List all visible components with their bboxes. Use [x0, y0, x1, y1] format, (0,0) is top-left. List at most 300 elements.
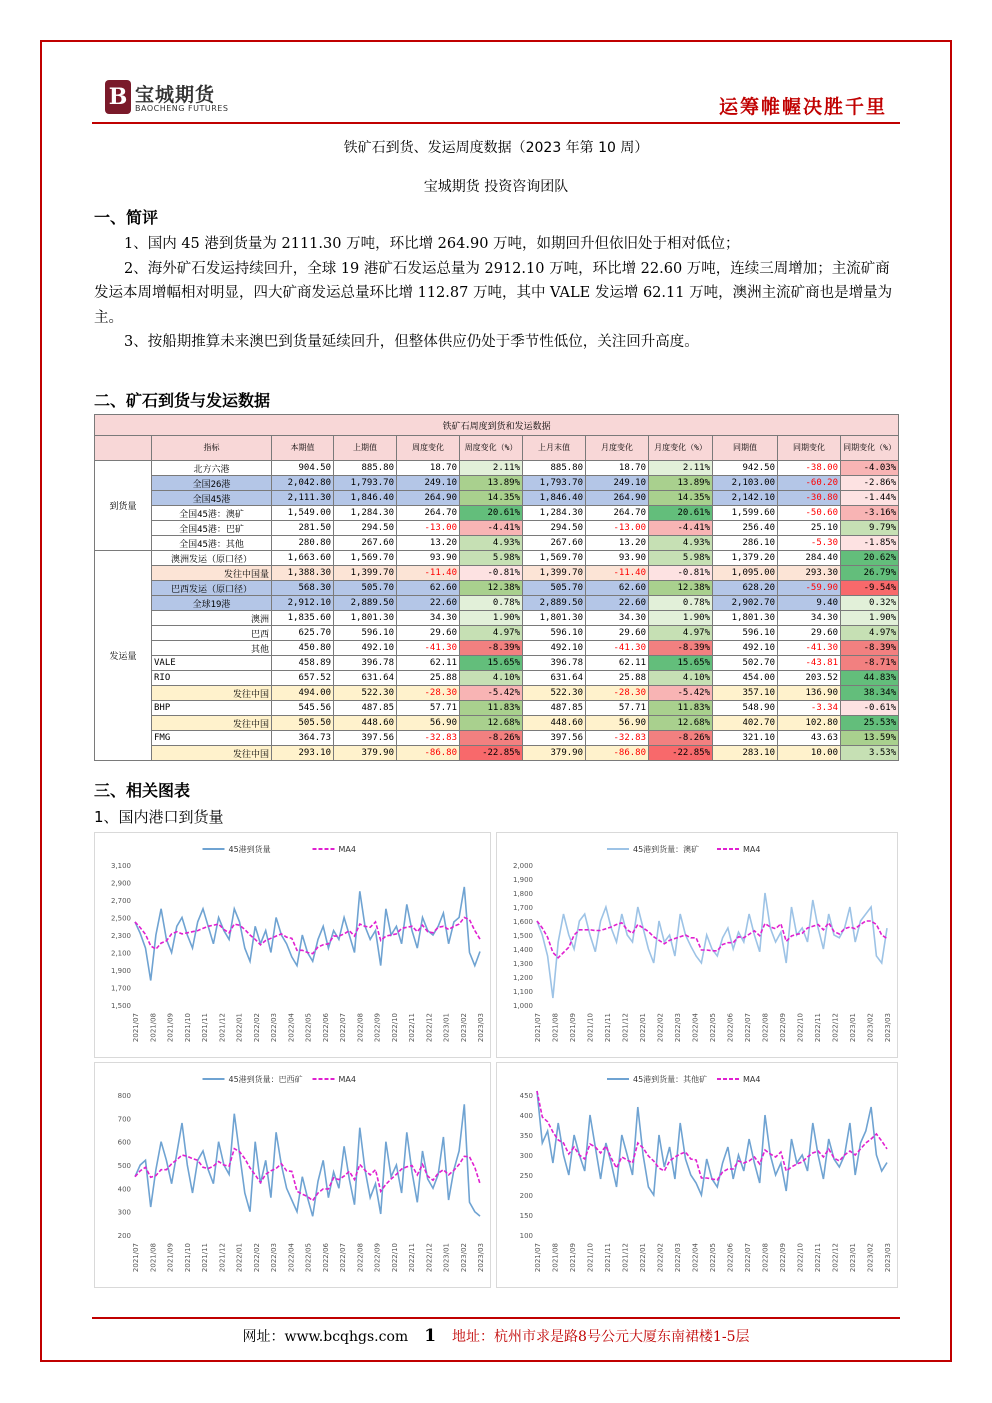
table-cell: -0.81% [460, 566, 523, 581]
table-cell: 628.20 [713, 581, 778, 596]
legend-label-ma4: MA4 [338, 1075, 356, 1084]
x-tick-label: 2021/07 [534, 1013, 542, 1043]
table-cell: -13.00 [397, 521, 460, 536]
x-tick-label: 2022/12 [425, 1013, 434, 1043]
table-cell: 293.30 [778, 566, 841, 581]
x-tick-label: 2022/11 [814, 1243, 822, 1273]
table-cell: 12.68% [460, 716, 523, 731]
table-cell: 1,399.70 [523, 566, 586, 581]
table-cell: -5.42% [460, 686, 523, 701]
y-tick-label: 2,500 [110, 914, 131, 923]
x-tick-label: 2022/12 [425, 1243, 434, 1273]
row-label: BHP [152, 701, 272, 716]
row-label: 北方六港 [152, 461, 272, 476]
x-tick-label: 2022/09 [779, 1243, 787, 1273]
table-cell: 34.30 [586, 611, 649, 626]
row-label: 澳洲 [152, 611, 272, 626]
x-tick-label: 2022/06 [726, 1013, 735, 1043]
x-tick-label: 2021/08 [551, 1013, 560, 1043]
x-tick-label: 2021/10 [586, 1243, 595, 1273]
table-cell: 4.10% [460, 671, 523, 686]
y-tick-label: 300 [117, 1208, 131, 1217]
table-cell: 596.10 [713, 626, 778, 641]
series-line-ma4 [537, 921, 887, 958]
table-cell: 448.60 [523, 716, 586, 731]
chart-svg-3 [95, 1063, 490, 1287]
chart-subtitle: 1、国内港口到货量 [94, 808, 224, 826]
x-tick-label: 2021/10 [183, 1013, 192, 1043]
footer-divider [92, 1317, 900, 1319]
y-tick-label: 1,700 [110, 984, 131, 993]
x-tick-label: 2021/08 [149, 1013, 158, 1043]
table-cell: 15.65% [649, 656, 713, 671]
table-header-cell: 月度变化 [586, 436, 649, 461]
table-cell: 38.34% [841, 686, 899, 701]
table-cell: 20.62% [841, 551, 899, 566]
paragraph-3: 3、按船期推算未来澳巴到货量延续回升，但整体供应仍处于季节性低位，关注回升高度。 [124, 334, 699, 350]
table-cell: 487.85 [523, 701, 586, 716]
table-cell: -43.81 [778, 656, 841, 671]
table-cell: 492.10 [713, 641, 778, 656]
table-cell: -3.16% [841, 506, 899, 521]
table-cell: 294.50 [334, 521, 397, 536]
table-cell: 1,793.70 [334, 476, 397, 491]
y-tick-label: 450 [519, 1092, 533, 1100]
table-cell: 1,599.60 [713, 506, 778, 521]
table-cell: 379.90 [523, 746, 586, 761]
table-cell: 321.10 [713, 731, 778, 746]
x-tick-label: 2021/09 [569, 1013, 577, 1043]
table-row [95, 656, 899, 671]
table-cell: -11.40 [397, 566, 460, 581]
x-tick-label: 2022/04 [691, 1243, 700, 1273]
x-tick-label: 2022/11 [408, 1243, 416, 1273]
table-cell: -22.85% [649, 746, 713, 761]
legend-label-main: 45港到货量：其他矿 [633, 1075, 708, 1084]
table-cell: 1.90% [841, 611, 899, 626]
x-tick-label: 2022/07 [339, 1013, 347, 1043]
logo-mark-icon: B [105, 80, 131, 114]
table-cell: 596.10 [523, 626, 586, 641]
table-row [95, 686, 899, 701]
table-header-blank [95, 436, 152, 461]
y-tick-label: 1,700 [512, 904, 533, 912]
table-cell: 357.10 [713, 686, 778, 701]
x-tick-label: 2022/04 [287, 1243, 296, 1273]
y-tick-label: 350 [519, 1132, 533, 1140]
table-row [95, 491, 899, 506]
series-line-main [135, 1104, 480, 1216]
table-cell: 625.70 [272, 626, 334, 641]
table-cell: 1,549.00 [272, 506, 334, 521]
legend-label-ma4: MA4 [743, 1075, 761, 1084]
table-cell: 283.10 [713, 746, 778, 761]
x-tick-label: 2021/11 [201, 1243, 209, 1273]
table-cell: 11.83% [460, 701, 523, 716]
chart-45-ports-brazil [94, 1062, 491, 1288]
table-cell: 280.80 [272, 536, 334, 551]
x-tick-label: 2021/08 [551, 1243, 560, 1273]
y-tick-label: 150 [519, 1212, 533, 1220]
table-cell: 57.71 [586, 701, 649, 716]
paragraph-1: 1、国内 45 港到货量为 2111.30 万吨，环比增 264.90 万吨，如期回升但依旧处于相对低位； [124, 236, 740, 252]
x-tick-label: 2022/07 [744, 1013, 752, 1043]
table-cell: 0.78% [460, 596, 523, 611]
row-label: 发往中国 [152, 686, 272, 701]
data-table [94, 414, 899, 761]
table-cell: -4.41% [649, 521, 713, 536]
x-tick-label: 2022/12 [831, 1013, 840, 1043]
footer-website[interactable]: 网址：www.bcqhgs.com [242, 1329, 409, 1345]
x-tick-label: 2023/02 [459, 1013, 468, 1043]
table-cell: 4.10% [649, 671, 713, 686]
table-cell: 657.52 [272, 671, 334, 686]
table-cell: -8.26% [649, 731, 713, 746]
row-label: FMG [152, 731, 272, 746]
table-cell: 397.56 [334, 731, 397, 746]
table-cell: 13.20 [397, 536, 460, 551]
x-tick-label: 2022/08 [356, 1243, 365, 1273]
table-row [95, 566, 899, 581]
x-tick-label: 2022/04 [287, 1013, 296, 1043]
table-cell: 2,103.00 [713, 476, 778, 491]
table-cell: 62.60 [397, 581, 460, 596]
table-cell: 136.90 [778, 686, 841, 701]
x-tick-label: 2023/03 [477, 1013, 485, 1043]
y-tick-label: 3,100 [110, 862, 131, 870]
x-tick-label: 2021/07 [132, 1243, 140, 1273]
row-label: 全国45港：澳矿 [152, 506, 272, 521]
table-cell: 1.90% [460, 611, 523, 626]
table-cell: 18.70 [397, 461, 460, 476]
x-tick-label: 2022/03 [270, 1243, 278, 1273]
table-cell: 568.30 [272, 581, 334, 596]
x-tick-label: 2022/11 [408, 1013, 416, 1043]
x-tick-label: 2022/05 [709, 1013, 717, 1043]
x-tick-label: 2022/11 [814, 1013, 822, 1043]
x-tick-label: 2022/10 [390, 1013, 399, 1043]
table-cell: 402.70 [713, 716, 778, 731]
x-tick-label: 2022/01 [235, 1243, 244, 1273]
group-label: 到货量 [95, 461, 152, 551]
table-cell: 264.70 [397, 506, 460, 521]
table-cell: -13.00 [586, 521, 649, 536]
table-cell: -0.61% [841, 701, 899, 716]
table-row [95, 611, 899, 626]
table-cell: 4.93% [460, 536, 523, 551]
x-tick-label: 2022/07 [339, 1243, 347, 1273]
table-cell: -1.44% [841, 491, 899, 506]
row-label: 澳洲发运（原口径） [152, 551, 272, 566]
table-cell: 12.38% [460, 581, 523, 596]
table-cell: 2,142.10 [713, 491, 778, 506]
table-cell: -8.71% [841, 656, 899, 671]
table-cell: -41.30 [397, 641, 460, 656]
x-tick-label: 2021/11 [201, 1013, 209, 1043]
chart-45-ports [94, 832, 491, 1058]
table-cell: 1,284.30 [523, 506, 586, 521]
table-cell: 1,801.30 [523, 611, 586, 626]
table-cell: 396.78 [523, 656, 586, 671]
table-cell: 13.89% [460, 476, 523, 491]
company-logo [105, 80, 235, 116]
table-cell: 294.50 [523, 521, 586, 536]
table-cell: 1,663.60 [272, 551, 334, 566]
table-cell: 522.30 [334, 686, 397, 701]
table-cell: 93.90 [397, 551, 460, 566]
doc-title: 铁矿石到货、发运周度数据（2023 年第 10 周） [343, 140, 649, 156]
x-tick-label: 2022/03 [674, 1243, 682, 1273]
table-cell: 2,889.50 [334, 596, 397, 611]
table-cell: 20.61% [460, 506, 523, 521]
table-cell: -30.80 [778, 491, 841, 506]
x-tick-label: 2022/04 [691, 1013, 700, 1043]
table-cell: -11.40 [586, 566, 649, 581]
y-tick-label: 2,900 [110, 879, 131, 888]
table-cell: 379.90 [334, 746, 397, 761]
row-label: 巴西 [152, 626, 272, 641]
y-tick-label: 400 [519, 1112, 533, 1120]
table-title: 铁矿石周度到货和发运数据 [95, 415, 899, 436]
table-cell: -8.39% [460, 641, 523, 656]
table-cell: 494.00 [272, 686, 334, 701]
table-cell: 264.70 [586, 506, 649, 521]
table-cell: 885.80 [334, 461, 397, 476]
table-cell: 364.73 [272, 731, 334, 746]
x-tick-label: 2021/10 [183, 1243, 192, 1273]
table-cell: 1,379.20 [713, 551, 778, 566]
x-tick-label: 2022/03 [270, 1013, 278, 1043]
team-name: 宝城期货 投资咨询团队 [423, 179, 569, 195]
table-header-cell: 周度变化（%） [460, 436, 523, 461]
table-cell: 458.89 [272, 656, 334, 671]
chart-45-ports-australia [496, 832, 898, 1058]
x-tick-label: 2022/08 [356, 1013, 365, 1043]
x-tick-label: 2022/05 [304, 1013, 313, 1043]
table-cell: 284.40 [778, 551, 841, 566]
table-cell: 450.80 [272, 641, 334, 656]
table-header-cell: 上月末值 [523, 436, 586, 461]
table-cell: 56.90 [586, 716, 649, 731]
table-cell: 0.32% [841, 596, 899, 611]
table-cell: 13.20 [586, 536, 649, 551]
y-tick-label: 1,400 [512, 946, 533, 954]
table-cell: 1,801.30 [713, 611, 778, 626]
table-cell: 492.10 [523, 641, 586, 656]
table-cell: 15.65% [460, 656, 523, 671]
table-row [95, 461, 899, 476]
table-cell: 631.64 [334, 671, 397, 686]
logo-cn: 宝城期货 [135, 84, 216, 106]
row-label: 发往中国 [152, 746, 272, 761]
table-cell: 1,388.30 [272, 566, 334, 581]
table-cell: -4.03% [841, 461, 899, 476]
table-cell: -22.85% [460, 746, 523, 761]
table-cell: 44.83% [841, 671, 899, 686]
logo-en: BAOCHENG FUTURES [135, 104, 229, 113]
table-cell: 286.10 [713, 536, 778, 551]
table-cell: 2,042.80 [272, 476, 334, 491]
table-cell: 885.80 [523, 461, 586, 476]
row-label: 其他 [152, 641, 272, 656]
x-tick-label: 2021/09 [166, 1013, 175, 1043]
x-tick-label: 2022/08 [761, 1013, 770, 1043]
table-cell: -8.39% [841, 641, 899, 656]
table-cell: 29.60 [586, 626, 649, 641]
table-row [95, 641, 899, 656]
table-cell: 203.52 [778, 671, 841, 686]
table-cell: 62.11 [397, 656, 460, 671]
table-cell: 29.60 [778, 626, 841, 641]
table-row [95, 716, 899, 731]
table-cell: 548.90 [713, 701, 778, 716]
x-tick-label: 2022/12 [831, 1243, 840, 1273]
table-cell: 4.97% [460, 626, 523, 641]
table-row [95, 536, 899, 551]
x-tick-label: 2021/09 [166, 1243, 175, 1273]
y-tick-label: 1,500 [110, 1002, 131, 1010]
table-cell: 264.90 [586, 491, 649, 506]
table-cell: -28.30 [586, 686, 649, 701]
table-cell: 14.35% [460, 491, 523, 506]
x-tick-label: 2021/07 [132, 1013, 140, 1043]
table-cell: 26.79% [841, 566, 899, 581]
x-tick-label: 2021/07 [534, 1243, 542, 1273]
table-cell: 1.90% [649, 611, 713, 626]
table-cell: 1,846.40 [523, 491, 586, 506]
table-cell: 57.71 [397, 701, 460, 716]
page-number: 1 [424, 1326, 437, 1346]
x-tick-label: 2022/10 [390, 1243, 399, 1273]
x-tick-label: 2022/06 [726, 1243, 735, 1273]
table-cell: 2.11% [649, 461, 713, 476]
section1-heading: 一、简评 [94, 208, 159, 227]
series-line-ma4 [537, 1091, 887, 1180]
table-cell: 22.60 [586, 596, 649, 611]
table-cell: -5.30 [778, 536, 841, 551]
table-cell: 18.70 [586, 461, 649, 476]
section1-body [94, 232, 898, 355]
x-tick-label: 2022/01 [639, 1013, 647, 1043]
y-tick-label: 1,600 [512, 918, 533, 926]
y-tick-label: 2,700 [110, 897, 131, 905]
table-cell: -28.30 [397, 686, 460, 701]
chart-svg-1 [95, 833, 490, 1057]
x-tick-label: 2021/11 [604, 1013, 612, 1043]
table-cell: 397.56 [523, 731, 586, 746]
table-cell: 492.10 [334, 641, 397, 656]
y-tick-label: 1,300 [512, 960, 533, 968]
table-cell: 1,095.00 [713, 566, 778, 581]
table-cell: -9.54% [841, 581, 899, 596]
table-cell: 5.98% [649, 551, 713, 566]
table-cell: 249.10 [586, 476, 649, 491]
table-cell: 29.60 [397, 626, 460, 641]
x-tick-label: 2022/02 [656, 1013, 665, 1043]
table-cell: 13.59% [841, 731, 899, 746]
x-tick-label: 2023/02 [866, 1243, 875, 1273]
table-cell: -59.90 [778, 581, 841, 596]
table-cell: 1,569.70 [523, 551, 586, 566]
x-tick-label: 2021/09 [569, 1243, 577, 1273]
table-cell: 2,111.30 [272, 491, 334, 506]
table-cell: 1,399.70 [334, 566, 397, 581]
x-tick-label: 2022/06 [321, 1013, 330, 1043]
x-tick-label: 2021/12 [218, 1013, 227, 1043]
table-cell: 93.90 [586, 551, 649, 566]
section2-heading: 二、矿石到货与发运数据 [94, 391, 271, 410]
legend-label-main: 45港到货量：澳矿 [633, 845, 700, 854]
table-cell: 505.50 [272, 716, 334, 731]
y-tick-label: 600 [117, 1138, 131, 1147]
x-tick-label: 2022/02 [252, 1013, 261, 1043]
table-cell: -8.39% [649, 641, 713, 656]
legend-label-main: 45港到货量 [228, 845, 271, 854]
table-cell: 25.88 [397, 671, 460, 686]
table-cell: 942.50 [713, 461, 778, 476]
table-cell: 22.60 [397, 596, 460, 611]
slogan: 运筹帷幄决胜千里 [718, 96, 887, 118]
y-tick-label: 1,100 [512, 988, 533, 996]
paragraph-2: 2、海外矿石发运持续回升，全球 19 港矿石发运总量为 2912.10 万吨，环比增 22.60 万吨，连续三周增加；主流矿商发运本周增幅相对明显，四大矿商发运总量环比增 112.87 万吨，其中 VALE 发运增 62.11 万吨，澳洲主流矿商也是增量为主。 [94, 260, 893, 326]
row-label: 全国45港：巴矿 [152, 521, 272, 536]
table-cell: 13.89% [649, 476, 713, 491]
y-tick-label: 200 [117, 1232, 131, 1240]
table-cell: 62.60 [586, 581, 649, 596]
row-label: 发往中国 [152, 716, 272, 731]
table-cell: 256.40 [713, 521, 778, 536]
y-tick-label: 1,500 [512, 932, 533, 940]
y-tick-label: 800 [117, 1092, 131, 1100]
table-cell: 1,835.60 [272, 611, 334, 626]
x-tick-label: 2021/11 [604, 1243, 612, 1273]
table-cell: 2.11% [460, 461, 523, 476]
x-tick-label: 2022/09 [373, 1243, 382, 1273]
table-row [95, 506, 899, 521]
table-cell: 1,801.30 [334, 611, 397, 626]
legend-label-main: 45港到货量：巴西矿 [228, 1075, 303, 1084]
y-tick-label: 1,900 [512, 876, 533, 884]
x-tick-label: 2022/10 [796, 1243, 805, 1273]
table-cell: 102.80 [778, 716, 841, 731]
table-cell: 9.40 [778, 596, 841, 611]
x-tick-label: 2022/10 [796, 1013, 805, 1043]
x-tick-label: 2021/12 [621, 1243, 630, 1273]
chart-svg-4 [497, 1063, 897, 1287]
table-cell: 12.38% [649, 581, 713, 596]
table-header-row [95, 436, 899, 461]
x-tick-label: 2022/06 [321, 1243, 330, 1273]
table-cell: -86.80 [586, 746, 649, 761]
x-tick-label: 2022/09 [779, 1013, 787, 1043]
row-label: 全国45港：其他 [152, 536, 272, 551]
table-cell: 56.90 [397, 716, 460, 731]
table-cell: 545.56 [272, 701, 334, 716]
table-cell: -60.20 [778, 476, 841, 491]
table-cell: 502.70 [713, 656, 778, 671]
x-tick-label: 2021/10 [586, 1013, 595, 1043]
footer-address: 地址：杭州市求是路8号公元大厦东南裙楼1-5层 [452, 1329, 750, 1345]
x-tick-label: 2022/09 [373, 1013, 382, 1043]
table-cell: 267.60 [523, 536, 586, 551]
table-cell: -41.30 [586, 641, 649, 656]
table-cell: 505.70 [523, 581, 586, 596]
table-cell: 62.11 [586, 656, 649, 671]
table-cell: 2,902.70 [713, 596, 778, 611]
table-row [95, 596, 899, 611]
table-header-cell: 同期变化 [778, 436, 841, 461]
x-tick-label: 2023/02 [866, 1013, 875, 1043]
